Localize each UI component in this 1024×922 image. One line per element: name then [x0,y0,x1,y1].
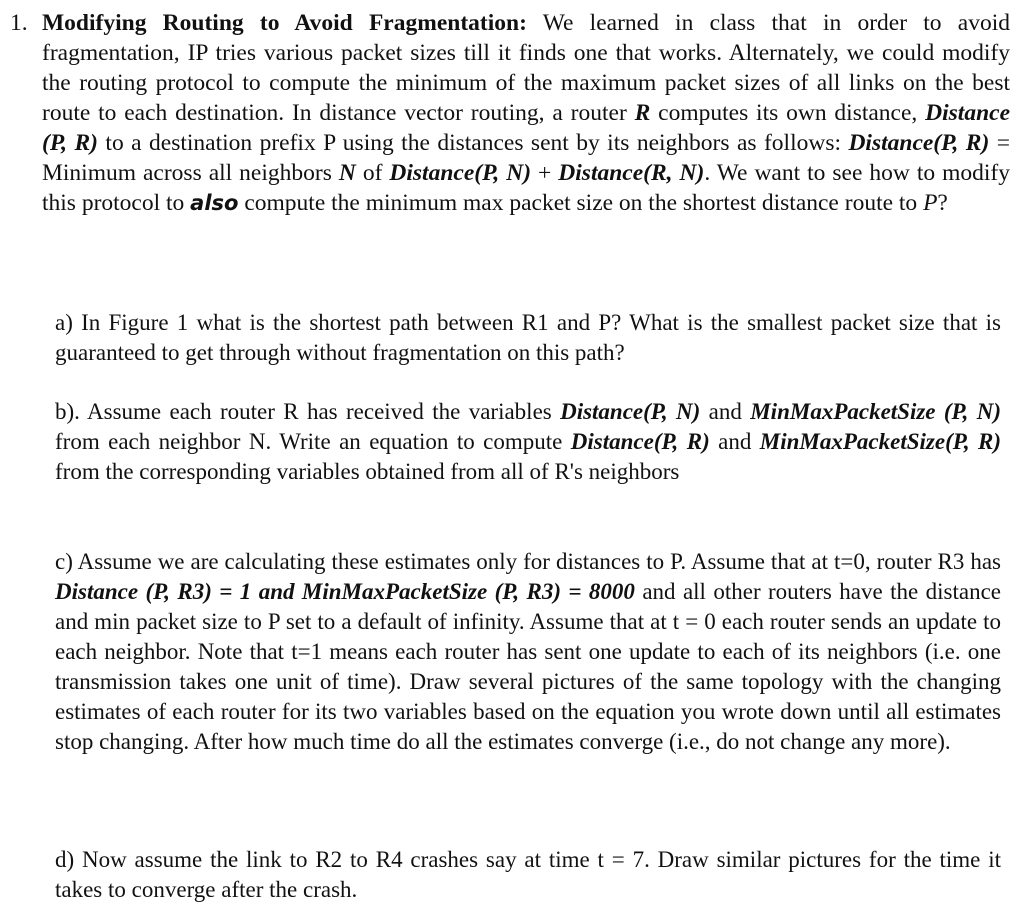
part-a: a) In Figure 1 what is the shortest path between R1 and P? What is the smallest packet size that is guaranteed to get through without fragmentation on this path? [55,310,1001,365]
question-1 [10,8,1010,218]
question-title: Modifying Routing to Avoid Fragmentation: [42,10,527,36]
question-1-text: Modifying Routing to Avoid Fragmentation: We learned in class that in order to avoid fragmentation, IP tries various packet sizes till it finds one that works. Alternately, we could modify the routing protocol to compute the minimum of the maximum packet sizes of all links on the best route to each destination. In distance vector routing, a router R computes its own distance, Distance (P, R) to a destination prefix P using the distances sent by its neighbors as follows: Distance(P, R) = Minimum across all neighbors N of Distance(P, N) + Distance(R, N). We want to see how to modify this protocol to also compute the minimum max packet size on the shortest distance route to P? [42,10,1011,216]
question-number: 1. [10,10,28,36]
part-d: d) Now assume the link to R2 to R4 crashes say at time t = 7. Draw similar pictures for the time it takes to converge after the crash. [55,847,1001,902]
part-b: b). Assume each router R has received the variables Distance(P, N) and MinMaxPacketSize (P, N) from each neighbor N. Write an equation to compute Distance(P, R) and MinMaxPacketSize(P, R) from the corresponding variables obtained from all of R's neighbors [55,399,1002,484]
initial-values: Distance (P, R3) = 1 and MinMaxPacketSize (P, R3) = 8000 [55,579,635,604]
part-c: c) Assume we are calculating these estimates only for distances to P. Assume that at t=0, router R3 has Distance (P, R3) = 1 and MinMaxPacketSize (P, R3) = 8000 and all other routers have the distance and min packet size to P set to a default of infinity. Assume that at t = 0 each router sends an update to each neighbor. Note that t=1 means each router has sent one update to each of its neighbors (i.e. one transmission takes one unit of time). Draw several pictures of the same topology with the changing estimates of each router for its two variables based on the equation you wrote down until all estimates stop changing. After how much time do all the estimates converge (i.e., do not change any more). [55,549,1001,754]
